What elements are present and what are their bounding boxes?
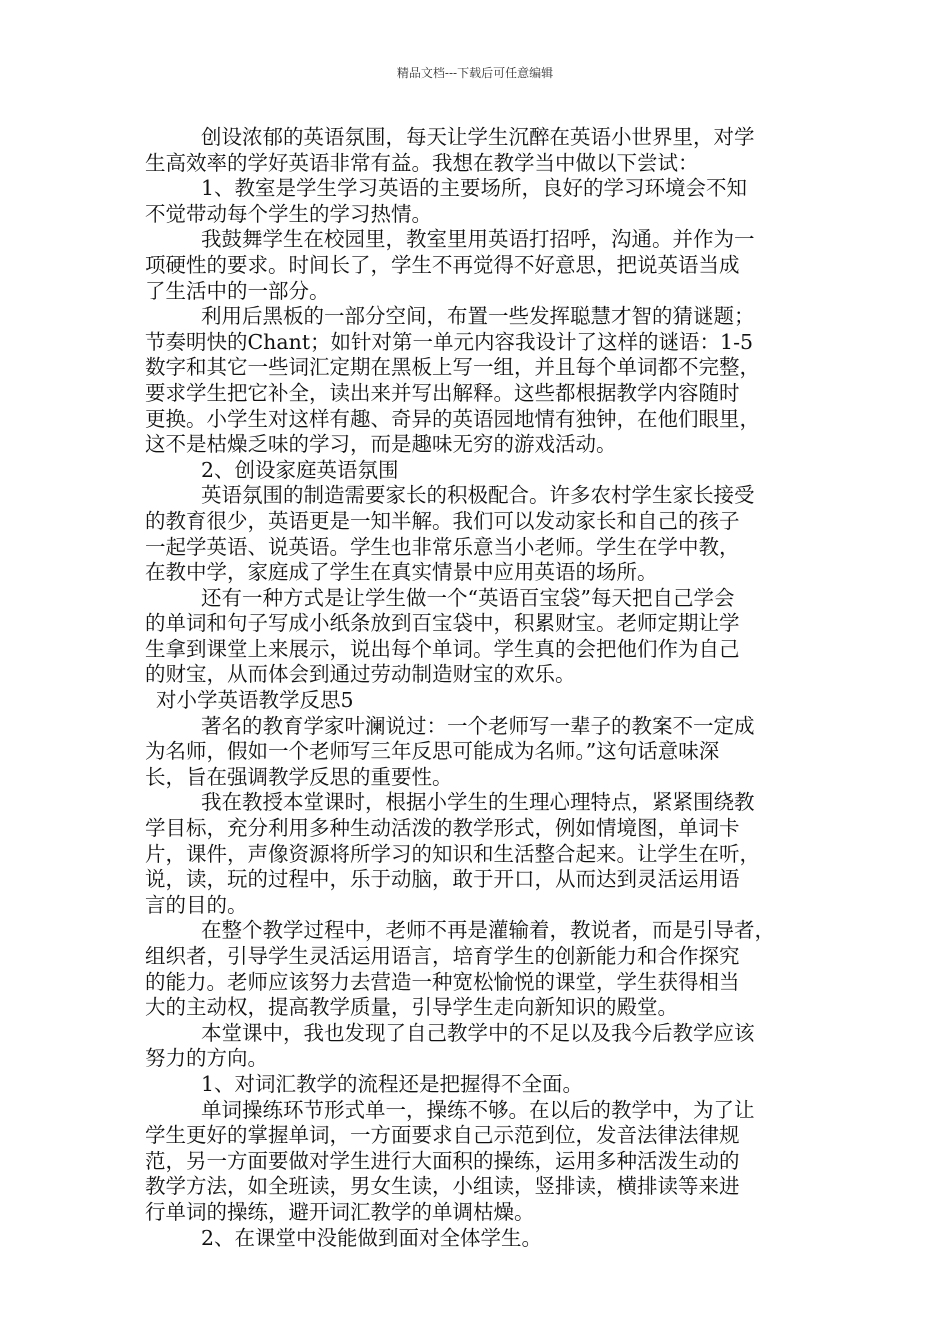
text-line: 2、在课堂中没能做到面对全体学生。: [201, 1225, 543, 1250]
text-line: 学目标，充分利用多种生动活泼的教学形式，例如情境图，单词卡: [145, 816, 740, 841]
text-line: 行单词的操练，避开词汇教学的单调枯燥。: [145, 1199, 535, 1224]
text-line: 创设浓郁的英语氛围，每天让学生沉醉在英语小世界里，对学: [201, 125, 755, 149]
text-line: 著名的教育学家叶澜说过：一个老师写一辈子的教案不一定成: [201, 713, 755, 738]
text-line: 要求学生把它补全，读出来并写出解释。这些都根据教学内容随时: [145, 380, 740, 405]
text-line: 一起学英语、说英语。学生也非常乐意当小老师。学生在学中教，: [145, 534, 740, 559]
text-line: 项硬性的要求。时间长了，学生不再觉得不好意思，把说英语当成: [145, 252, 740, 277]
text-line: 单词操练环节形式单一，操练不够。在以后的教学中，为了让: [201, 1097, 755, 1122]
text-line: 在整个教学过程中，老师不再是灌输着，教说者，而是引导者，: [201, 918, 775, 943]
text-line: 不觉带动每个学生的学习热情。: [145, 201, 432, 226]
text-line: 长，旨在强调教学反思的重要性。: [145, 764, 453, 789]
text-line: 在教中学，家庭成了学生在真实情景中应用英语的场所。: [145, 560, 658, 585]
text-line: 教学方法，如全班读，男女生读，小组读，竖排读，横排读等来进: [145, 1174, 740, 1199]
text-line: 的能力。老师应该努力去营造一种宽松愉悦的课堂，学生获得相当: [145, 969, 740, 994]
text-line: 1、教室是学生学习英语的主要场所，良好的学习环境会不知: [201, 176, 748, 201]
text-line: 的单词和句子写成小纸条放到百宝袋中，积累财宝。老师定期让学: [145, 611, 740, 636]
text-line: 我鼓舞学生在校园里，教室里用英语打招呼，沟通。并作为一: [201, 227, 755, 252]
text-line: 的财宝，从而体会到通过劳动制造财宝的欢乐。: [145, 662, 576, 687]
text-line: 还有一种方式是让学生做一个“英语百宝袋”每天把自己学会: [201, 585, 735, 610]
text-line: 片，课件，声像资源将所学习的知识和生活整合起来。让学生在听，: [145, 841, 760, 866]
text-line: 利用后黑板的一部分空间，布置一些发挥聪慧才智的猜谜题；: [201, 304, 755, 329]
text-line: 2、创设家庭英语氛围: [201, 457, 399, 482]
text-line: 对小学英语教学反思5: [156, 688, 354, 713]
text-line: 说，读，玩的过程中，乐于动脑，敢于开口，从而达到灵活运用语: [145, 867, 740, 892]
text-line: 了生活中的一部分。: [145, 278, 330, 303]
text-line: 学生更好的掌握单词，一方面要求自己示范到位，发音法律法律规: [145, 1123, 740, 1148]
text-line: 1、对词汇教学的流程还是把握得不全面。: [201, 1071, 584, 1096]
text-line: 英语氛围的制造需要家长的积极配合。许多农村学生家长接受: [201, 483, 755, 508]
text-line: 言的目的。: [145, 892, 248, 917]
text-line: 努力的方向。: [145, 1046, 268, 1071]
text-line: 数字和其它一些词汇定期在黑板上写一组，并且每个单词都不完整，: [145, 355, 760, 380]
text-line: 大的主动权，提高教学质量，引导学生走向新知识的殿堂。: [145, 995, 678, 1020]
text-line: 为名师，假如一个老师写三年反思可能成为名师。”这句话意味深: [145, 739, 720, 764]
text-line: 生拿到课堂上来展示，说出每个单词。学生真的会把他们作为自己: [145, 636, 740, 661]
text-line: 的教育很少，英语更是一知半解。我们可以发动家长和自己的孩子: [145, 508, 740, 533]
text-line: 我在教授本堂课时，根据小学生的生理心理特点，紧紧围绕教: [201, 790, 755, 815]
text-line: 范，另一方面要做对学生进行大面积的操练，运用多种活泼生动的: [145, 1148, 740, 1173]
page-header: 精品文档---下载后可任意编辑: [396, 66, 554, 80]
text-line: 节奏明快的Chant；如针对第一单元内容我设计了这样的谜语：1-5: [145, 329, 754, 354]
document-body: [145, 125, 815, 1251]
text-line: 本堂课中，我也发现了自己教学中的不足以及我今后教学应该: [201, 1020, 755, 1045]
text-line: 这不是枯燥乏味的学习，而是趣味无穷的游戏活动。: [145, 432, 617, 457]
text-line: 生高效率的学好英语非常有益。我想在教学当中做以下尝试：: [145, 150, 699, 175]
text-line: 更换。小学生对这样有趣、奇异的英语园地情有独钟，在他们眼里，: [145, 406, 760, 431]
text-line: 组织者，引导学生灵活运用语言，培育学生的创新能力和合作探究: [145, 944, 740, 968]
